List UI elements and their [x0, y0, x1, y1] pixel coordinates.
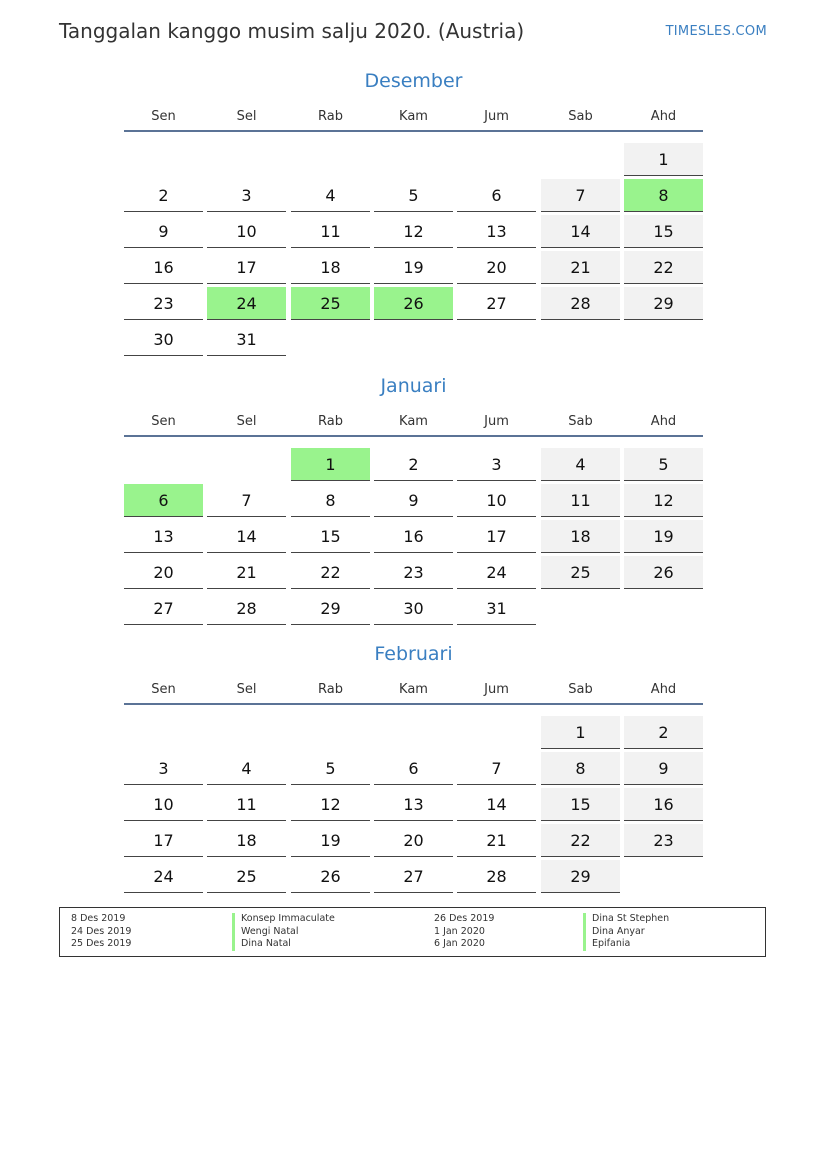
day-cell: 6: [457, 179, 536, 212]
legend-holiday-name: Dina Anyar: [583, 926, 645, 939]
legend-date: 6 Jan 2020: [434, 938, 485, 949]
day-cell: 13: [457, 215, 536, 248]
day-cell: 26: [291, 860, 370, 893]
day-cell: 21: [207, 556, 286, 589]
holiday-day-cell: 1: [291, 448, 370, 481]
day-cell: 20: [124, 556, 203, 589]
legend-date: 8 Des 2019: [71, 913, 126, 924]
day-cell: 10: [124, 788, 203, 821]
month-name: Januari: [380, 375, 447, 397]
day-cell: 16: [374, 520, 453, 553]
page-title: Tanggalan kanggo musim salju 2020. (Austria): [59, 19, 525, 43]
header-divider: [124, 435, 703, 437]
day-cell: 28: [457, 860, 536, 893]
day-cell: 24: [457, 556, 536, 589]
day-cell: 3: [207, 179, 286, 212]
day-cell: 22: [541, 824, 620, 857]
day-cell: 22: [624, 251, 703, 284]
holiday-day-cell: 8: [624, 179, 703, 212]
day-cell: 27: [457, 287, 536, 320]
day-cell: 11: [541, 484, 620, 517]
site-logo-link[interactable]: TIMESLES.COM: [665, 24, 767, 39]
day-cell: 4: [541, 448, 620, 481]
weekday-header: Rab: [318, 414, 343, 429]
day-cell: 19: [624, 520, 703, 553]
weekday-header: Sen: [151, 414, 176, 429]
day-cell: 1: [541, 716, 620, 749]
header-divider: [124, 703, 703, 705]
day-cell: 16: [624, 788, 703, 821]
day-cell: 13: [124, 520, 203, 553]
holiday-day-cell: 25: [291, 287, 370, 320]
day-cell: 2: [124, 179, 203, 212]
day-cell: 7: [207, 484, 286, 517]
day-cell: 20: [457, 251, 536, 284]
day-cell: 27: [124, 592, 203, 625]
legend-holiday-name: Dina Natal: [232, 938, 291, 951]
legend-date: 25 Des 2019: [71, 938, 132, 949]
day-cell: 23: [124, 287, 203, 320]
day-cell: 12: [291, 788, 370, 821]
holiday-day-cell: 6: [124, 484, 203, 517]
day-cell: 10: [207, 215, 286, 248]
day-cell: 31: [457, 592, 536, 625]
legend-holiday-name: Wengi Natal: [232, 926, 299, 939]
day-cell: 18: [291, 251, 370, 284]
day-cell: 25: [207, 860, 286, 893]
weekday-header: Ahd: [650, 682, 677, 697]
holiday-day-cell: 24: [207, 287, 286, 320]
legend-holiday-name: Konsep Immaculate: [232, 913, 335, 926]
day-cell: 18: [541, 520, 620, 553]
weekday-header: Jum: [484, 414, 509, 429]
day-cell: 5: [291, 752, 370, 785]
day-cell: 3: [457, 448, 536, 481]
weekday-header: Jum: [484, 109, 509, 124]
day-cell: 17: [207, 251, 286, 284]
legend-date: 24 Des 2019: [71, 925, 132, 937]
day-cell: 19: [291, 824, 370, 857]
weekday-header: Sab: [568, 682, 593, 697]
day-cell: 9: [374, 484, 453, 517]
header-divider: [124, 130, 703, 132]
weekday-header: Sel: [236, 109, 257, 124]
weekday-header: Sen: [151, 109, 176, 124]
day-cell: 29: [541, 860, 620, 893]
day-cell: 12: [374, 215, 453, 248]
day-cell: 5: [624, 448, 703, 481]
legend-holiday-name: Epifania: [583, 938, 630, 951]
weekday-header: Sab: [568, 414, 593, 429]
day-cell: 31: [207, 323, 286, 356]
holiday-legend: [59, 907, 766, 957]
day-cell: 21: [457, 824, 536, 857]
day-cell: 24: [124, 860, 203, 893]
day-cell: 28: [207, 592, 286, 625]
day-cell: 16: [124, 251, 203, 284]
month-name: Februari: [374, 643, 453, 665]
day-cell: 30: [124, 323, 203, 356]
weekday-header: Sen: [151, 682, 176, 697]
day-cell: 14: [457, 788, 536, 821]
weekday-header: Ahd: [650, 109, 677, 124]
day-cell: 17: [457, 520, 536, 553]
weekday-header: Kam: [399, 109, 428, 124]
day-cell: 11: [291, 215, 370, 248]
day-cell: 10: [457, 484, 536, 517]
weekday-header: Rab: [318, 682, 343, 697]
legend-date: 26 Des 2019: [434, 913, 495, 924]
legend-date: 1 Jan 2020: [434, 925, 485, 937]
day-cell: 2: [624, 716, 703, 749]
day-cell: 12: [624, 484, 703, 517]
day-cell: 19: [374, 251, 453, 284]
day-cell: 23: [624, 824, 703, 857]
day-cell: 2: [374, 448, 453, 481]
day-cell: 15: [541, 788, 620, 821]
day-cell: 8: [291, 484, 370, 517]
day-cell: 4: [291, 179, 370, 212]
day-cell: 25: [541, 556, 620, 589]
day-cell: 3: [124, 752, 203, 785]
day-cell: 7: [541, 179, 620, 212]
day-cell: 15: [624, 215, 703, 248]
legend-holiday-name: Dina St Stephen: [583, 913, 669, 926]
day-cell: 18: [207, 824, 286, 857]
day-cell: 26: [624, 556, 703, 589]
day-cell: 30: [374, 592, 453, 625]
weekday-header: Kam: [399, 414, 428, 429]
weekday-header: Sab: [568, 109, 593, 124]
day-cell: 29: [291, 592, 370, 625]
day-cell: 17: [124, 824, 203, 857]
weekday-header: Jum: [484, 682, 509, 697]
day-cell: 21: [541, 251, 620, 284]
day-cell: 13: [374, 788, 453, 821]
day-cell: 4: [207, 752, 286, 785]
day-cell: 14: [541, 215, 620, 248]
day-cell: 1: [624, 143, 703, 176]
day-cell: 22: [291, 556, 370, 589]
day-cell: 14: [207, 520, 286, 553]
weekday-header: Kam: [399, 682, 428, 697]
holiday-day-cell: 26: [374, 287, 453, 320]
weekday-header: Sel: [236, 682, 257, 697]
day-cell: 29: [624, 287, 703, 320]
day-cell: 7: [457, 752, 536, 785]
day-cell: 6: [374, 752, 453, 785]
day-cell: 28: [541, 287, 620, 320]
day-cell: 20: [374, 824, 453, 857]
weekday-header: Rab: [318, 109, 343, 124]
day-cell: 8: [541, 752, 620, 785]
day-cell: 27: [374, 860, 453, 893]
month-name: Desember: [364, 70, 463, 92]
day-cell: 9: [124, 215, 203, 248]
day-cell: 15: [291, 520, 370, 553]
day-cell: 5: [374, 179, 453, 212]
weekday-header: Sel: [236, 414, 257, 429]
day-cell: 9: [624, 752, 703, 785]
weekday-header: Ahd: [650, 414, 677, 429]
day-cell: 11: [207, 788, 286, 821]
day-cell: 23: [374, 556, 453, 589]
